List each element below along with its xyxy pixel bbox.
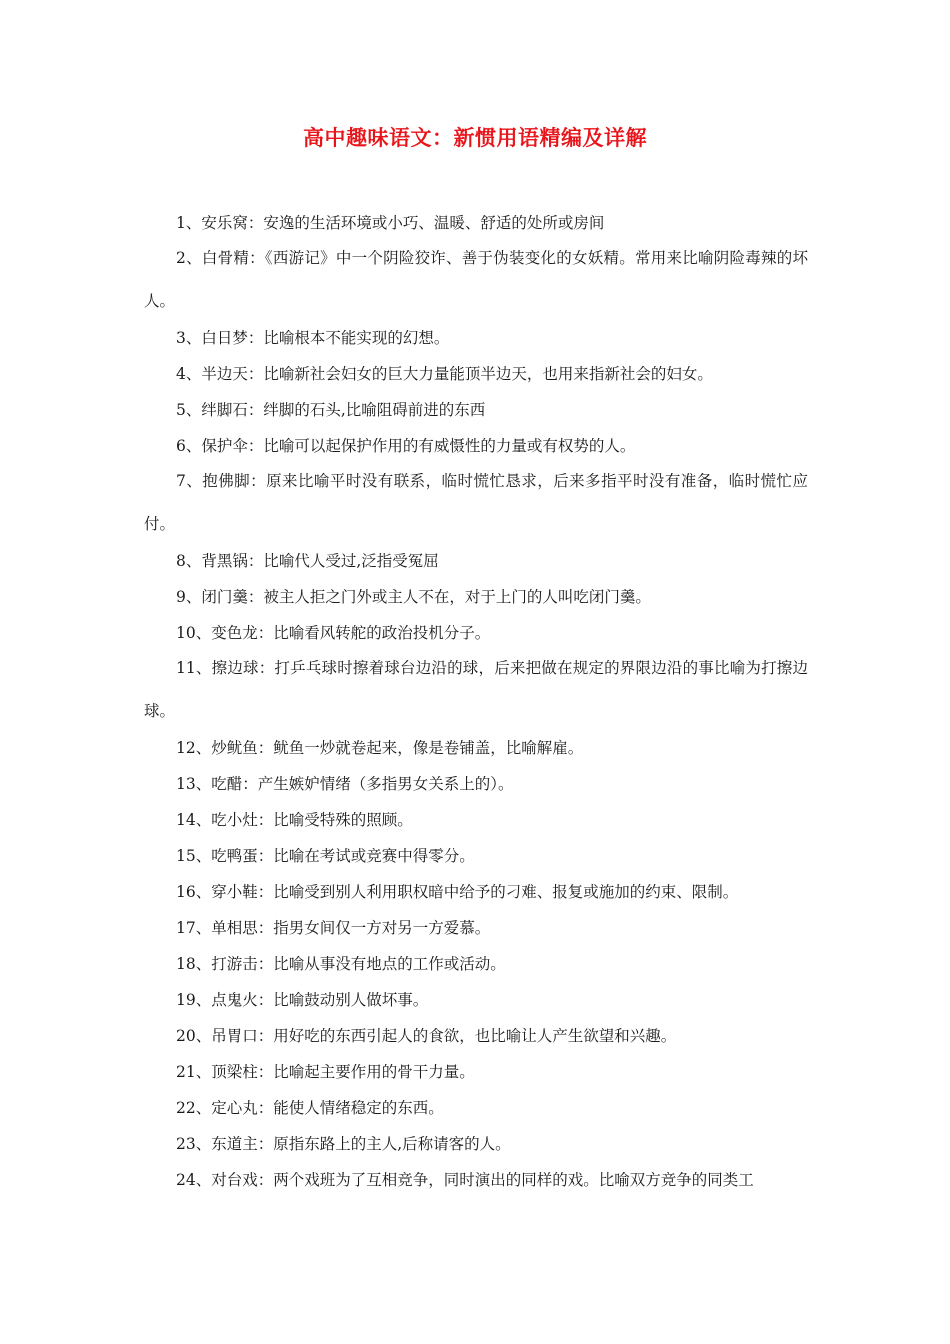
list-item: 4、半边天：比喻新社会妇女的巨大力量能顶半边天，也用来指新社会的妇女。 — [176, 365, 713, 383]
document-title: 高中趣味语文：新惯用语精编及详解 — [303, 125, 647, 150]
list-item: 17、单相思：指男女间仅一方对另一方爱慕。 — [176, 919, 491, 937]
list-item: 11、擦边球：打乒乓球时擦着球台边沿的球，后来把做在规定的界限边沿的事比喻为打擦边球。 — [144, 659, 808, 720]
list-item: 16、穿小鞋：比喻受到别人利用职权暗中给予的刁难、报复或施加的约束、限制。 — [176, 883, 739, 901]
list-item: 7、抱佛脚：原来比喻平时没有联系，临时慌忙恳求，后来多指平时没有准备，临时慌忙应付。 — [144, 472, 808, 533]
list-item: 15、吃鸭蛋：比喻在考试或竞赛中得零分。 — [176, 847, 475, 865]
list-item: 3、白日梦：比喻根本不能实现的幻想。 — [176, 329, 450, 347]
list-item: 22、定心丸：能使人情绪稳定的东西。 — [176, 1099, 444, 1117]
entry-list — [144, 205, 808, 1198]
list-item: 20、吊胃口：用好吃的东西引起人的食欲，也比喻让人产生欲望和兴趣。 — [176, 1027, 677, 1045]
list-item: 12、炒鱿鱼：鱿鱼一炒就卷起来，像是卷铺盖，比喻解雇。 — [176, 739, 584, 757]
list-item: 6、保护伞：比喻可以起保护作用的有威慑性的力量或有权势的人。 — [176, 437, 636, 455]
list-item: 24、对台戏：两个戏班为了互相竞争，同时演出的同样的戏。比喻双方竞争的同类工 — [176, 1171, 754, 1189]
list-item: 14、吃小灶：比喻受特殊的照顾。 — [176, 811, 413, 829]
list-item: 10、变色龙：比喻看风转舵的政治投机分子。 — [176, 624, 491, 642]
list-item: 13、吃醋：产生嫉妒情绪（多指男女关系上的）。 — [176, 775, 514, 793]
list-item: 19、点鬼火：比喻鼓动别人做坏事。 — [176, 991, 429, 1009]
list-item: 21、顶梁柱：比喻起主要作用的骨干力量。 — [176, 1063, 475, 1081]
list-item: 1、安乐窝：安逸的生活环境或小巧、温暖、舒适的处所或房间 — [176, 214, 605, 232]
list-item: 9、闭门羹：被主人拒之门外或主人不在，对于上门的人叫吃闭门羹。 — [176, 588, 651, 606]
list-item: 18、打游击：比喻从事没有地点的工作或活动。 — [176, 955, 506, 973]
list-item: 5、绊脚石：绊脚的石头,比喻阻碍前进的东西 — [176, 401, 486, 419]
list-item: 2、白骨精：《西游记》中一个阴险狡诈、善于伪装变化的女妖精。常用来比喻阴险毒辣的坏人。 — [144, 249, 808, 310]
list-item: 23、东道主：原指东路上的主人,后称请客的人。 — [176, 1135, 511, 1153]
list-item: 8、背黑锅：比喻代人受过,泛指受冤屈 — [176, 552, 439, 570]
